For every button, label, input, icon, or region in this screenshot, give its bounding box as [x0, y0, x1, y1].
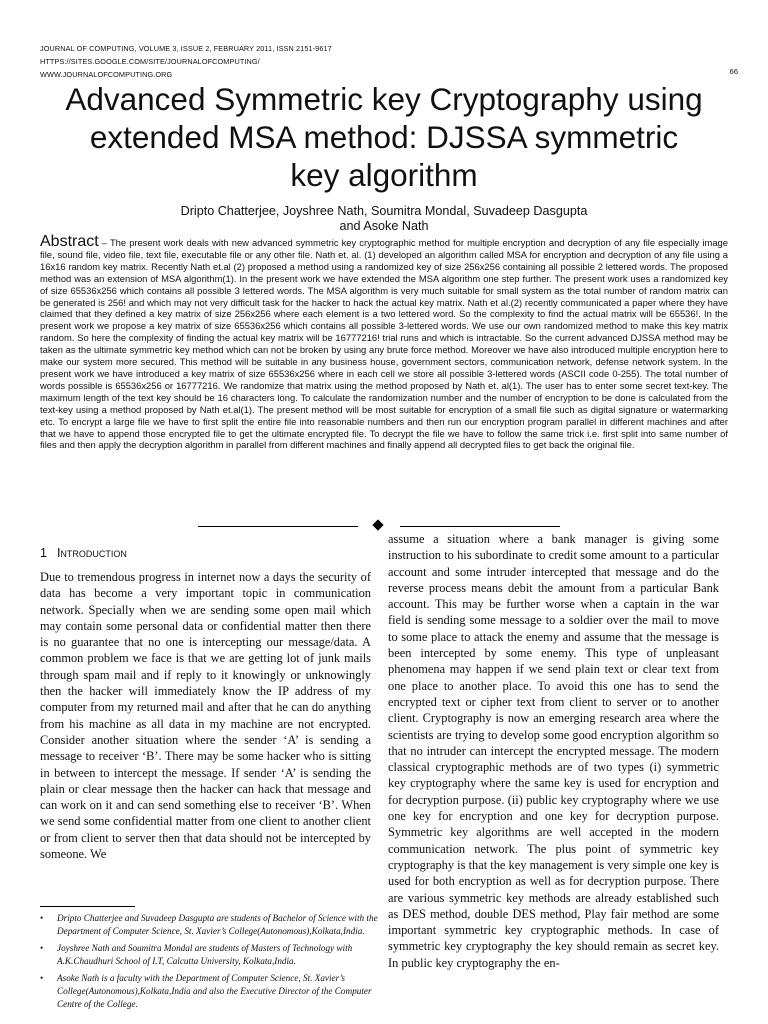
title-line-3: key algorithm	[290, 157, 478, 193]
author-list	[20, 204, 748, 233]
footnote	[40, 972, 385, 1012]
journal-header	[40, 42, 740, 81]
bullet-icon: •	[40, 942, 44, 953]
footnote-text: Dripto Chatterjee and Suvadeep Dasgupta are students of Bachelor of Science with the Department of Computer Science, St. Xavier’s College(Autonomous),Kolkata,India.	[57, 913, 378, 937]
separator-line-right	[400, 526, 560, 527]
abstract-dash: –	[98, 237, 110, 248]
intro-left-column: Due to tremendous progress in internet now a days the security of data has become a very important topic in communication network. Specially when we are sending some open mail which may contain some personal data or confidential matter then there is no guarantee that no one is intercepting our message/data. A common problem we face is that we are getting lot of junk mails through spam mail and if reply to it knowingly or unknowingly then the hacker will immediately know the IP address of my computer from my returned mail and after that he can do anything from his machine as all data in my machine are not encrypted. Consider another situation where the sender ‘A’ is sending a message to receiver ‘B’. There may be some hacker who is sitting in between to intercept the message. If sender ‘A’ is sending the plain or clear message then the hacker can hack that message and can work on it and can send something else to receiver ‘B’. When we send some confidential matter from one client to another client or from client to server then that data should not be intercepted by someone. We	[40, 570, 371, 862]
diamond-icon	[372, 519, 383, 530]
footnote-text: Joyshree Nath and Soumitra Mondal are students of Masters of Technology with A.K.Chaudhuri School of I.T, Calcutta University, Kolkata,India.	[57, 942, 353, 967]
abstract	[40, 233, 728, 451]
title-line-2: extended MSA method: DJSSA symmetric	[89, 119, 679, 155]
footnote-rule	[40, 906, 135, 907]
bullet-icon: •	[40, 972, 44, 983]
journal-header-line-1: JOURNAL OF COMPUTING, VOLUME 3, ISSUE 2, FEBRUARY 2011, ISSN 2151-9617	[40, 44, 332, 53]
bullet-icon: •	[40, 913, 44, 923]
abstract-heading: Abstract	[40, 233, 99, 250]
title-line-1: Advanced Symmetric key Cryptography using	[65, 81, 703, 117]
journal-header-line-3: WWW.JOURNALOFCOMPUTING.ORG	[40, 70, 173, 79]
section-title: Introduction	[56, 546, 127, 560]
abstract-text: The present work deals with new advanced symmetric key cryptographic method for multiple encryption and decryption of any file especially image file, sound file, video file, text file, executable file or any other file. Nath et. al. (1) developed an algorithm called MSA for encryption and decryption of any file using a 16x16 random key matrix. Recently Nath et.al (2) proposed a method using a randomized key of size 256x256 containing all possible 2 lettered words. The proposed method was an extension of MSA algorithm(1). In the present work we have extended the MSA algorithm one step further. The present work uses a randomized key of size 65536x256 which contains all possible 3 lettered words. The MSA algorithm is very much suitable for small system as the total number of random matrix can be generated is 256! and which may not very difficult task for the hacker to hack the actual key matrix. Nath et al.(2) recently communicated a paper where they have claimed that they defined a key matrix of size 256x256 where each element is a two lettered word. So the complexity to find the actual matrix will be 65536!. In the present work we propose a key matrix of size 65536x256 which contains all possible 3-lettered words. We use our own randomized method to make this key matrix random. So here the complexity of finding the actual key matrix will be 16777216! trial runs and which is intractable. So the current advanced DJSSA method may be taken as the ultimate symmetric key method which can not be broken by using any brute force method. Moreover we have also introduced multiple encryption here to make our system more secured. This method will be suitable in any business house, government sectors, communication network, defense network system. In the present work we have introduced a key matrix of size 65536x256 where in each cell we store all possible 3-lettered words (ASCII code 0-255). The total number of words possible is 65536x256 or 16777216. We randomize that matrix using the method proposed by Nath et. al(1). The user has to enter some secret text-key. The maximum length of the text key should be 16 characters long. To calculate the randomization number and the number of encryption to be done is calculated from the text-key using a method proposed by Nath et.al(1). The present method will be most suitable for encryption of a small file such as digital signature or watermarking etc. To encrypt a large file we have to first split the entire file into reasonable numbers and then run our encryption program parallel in different machines and after that we have to append those encrypted file to get the ultimate encrypted file. To decrypt the file we have to follow the same trick i.e. first split into same number of files and then apply the decryption algorithm in parallel from different machines and finally append all decrypted files to get back the original file.	[40, 237, 728, 451]
authors-line-1: Dripto Chatterjee, Joyshree Nath, Soumitra Mondal, Suvadeep Dasgupta	[180, 204, 588, 218]
section-heading-introduction	[40, 546, 127, 560]
intro-right-column: assume a situation where a bank manager is giving some instruction to his subordinate to credit some amount to a particular account and some intruder intercepted that message and do the reverse process means debit the amount from a particular Bank account. This may be further worse when a captain in the war field is sending some message to a soldier over the mail to move to some place to attack the enemy and assume that the message is been intercepted by some enemy. This type of unpleasant phenomena may happen if we send plain text or clear text from one place to another place. To avoid this one has to send the encrypted text or cipher text from client to server or to another client. Cryptography is now an emerging research area where the scientists are trying to develop some good encryption algorithm so that no intruder can intercept the encrypted message. The modern classical cryptographic methods are of two types (i) symmetric key cryptography where the same key is used for encryption and for decryption purpose. (ii) public key cryptography where we use one key for encryption and one key for decryption purpose. Symmetric key algorithms are well accepted in the modern communication network. The plus point of symmetric key cryptography is that the key management is very simple one key is used for both encryption as well as for decryption purpose. There are various symmetric key methods are already established such as DES method, double DES method, Play fair method are some important symmetric key cryptographic methods. In case of symmetric key cryptography the key should remain as secret key. In public key cryptography the en-	[388, 532, 719, 970]
footnote-text: Asoke Nath is a faculty with the Department of Computer Science, St. Xavier’s College(Autonomous),Kolkata,India and also the Executive Director of the Computer Centre of the College.	[57, 972, 372, 1010]
authors-line-2: and Asoke Nath	[339, 218, 429, 233]
journal-header-line-2: HTTPS://SITES.GOOGLE.COM/SITE/JOURNALOFCOMPUTING/	[40, 57, 260, 66]
footnote	[40, 912, 385, 939]
footnotes	[40, 912, 385, 1015]
paper-title	[20, 80, 748, 194]
section-number: 1	[40, 546, 47, 560]
footnote	[40, 942, 385, 969]
page-number: 66	[729, 67, 738, 76]
separator-line-left	[198, 526, 358, 527]
